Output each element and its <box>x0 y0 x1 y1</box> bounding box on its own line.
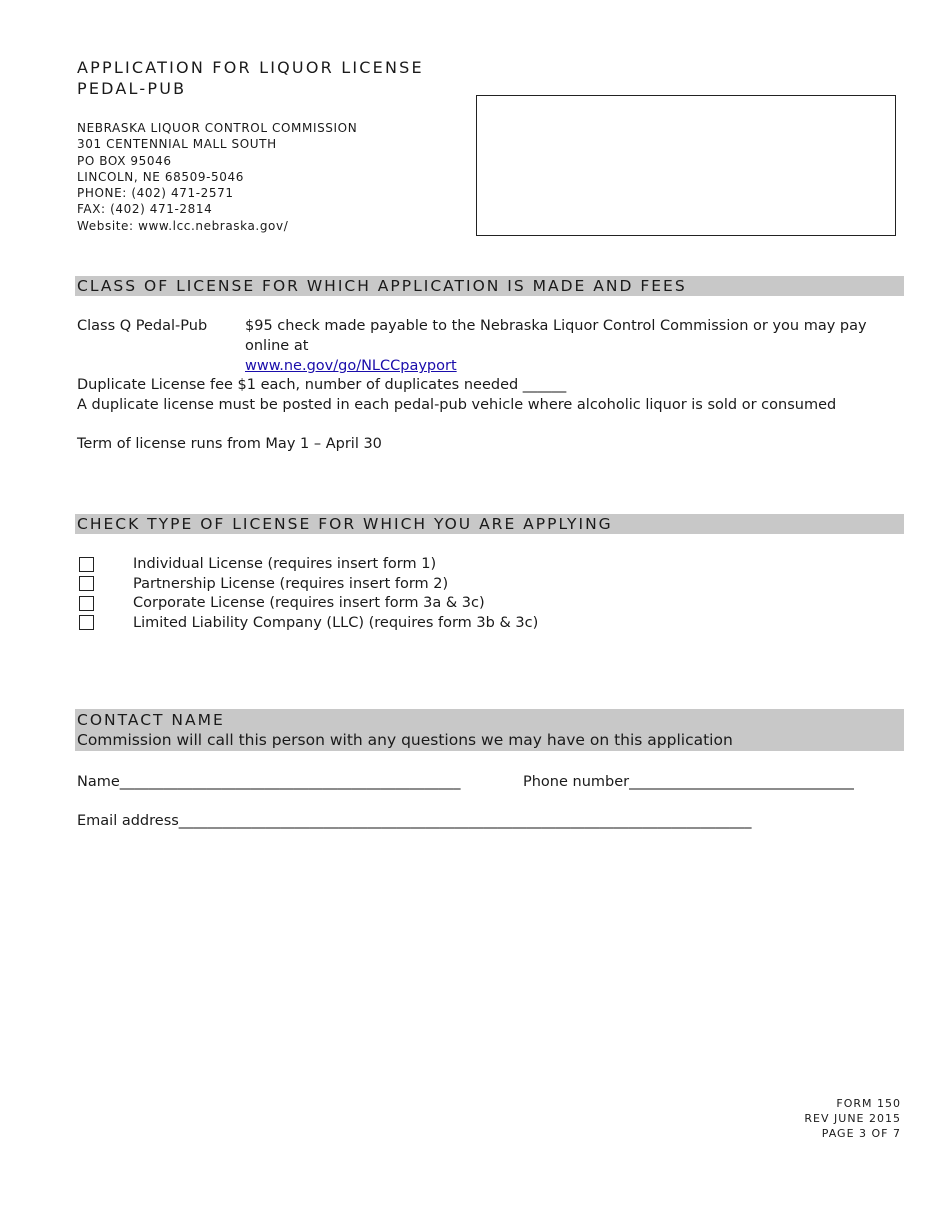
individual-license-checkbox[interactable] <box>79 557 94 572</box>
agency-street: 301 CENTENNIAL MALL SOUTH <box>77 137 277 152</box>
individual-license-label: Individual License (requires insert form 1) <box>133 556 437 572</box>
contact-name-field[interactable]: Name_______________________________________________ <box>77 774 461 790</box>
corporate-license-checkbox[interactable] <box>79 596 94 611</box>
agency-phone: PHONE: (402) 471-2571 <box>77 186 234 201</box>
agency-city: LINCOLN, NE 68509-5046 <box>77 169 244 184</box>
agency-name: NEBRASKA LIQUOR CONTROL COMMISSION <box>77 121 358 135</box>
llc-license-checkbox[interactable] <box>79 615 94 630</box>
contact-phone-field[interactable]: Phone number_______________________________ <box>523 774 854 790</box>
license-term: Term of license runs from May 1 – April 30 <box>77 436 382 452</box>
contact-section-heading <box>75 709 904 751</box>
office-use-box <box>476 95 896 236</box>
agency-fax: FAX: (402) 471-2814 <box>77 202 213 217</box>
form-number: FORM 150 <box>836 1097 901 1110</box>
form-footer <box>804 1096 901 1141</box>
agency-website: Website: www.lcc.nebraska.gov/ <box>77 218 289 233</box>
contact-email-field[interactable]: Email address_______________________________________________________________________________ <box>77 813 752 829</box>
corporate-license-label: Corporate License (requires insert form 3a & 3c) <box>133 595 485 611</box>
type-section-heading: CHECK TYPE OF LICENSE FOR WHICH YOU ARE APPLYING <box>75 514 904 534</box>
class-section-heading: CLASS OF LICENSE FOR WHICH APPLICATION IS MADE AND FEES <box>75 276 904 296</box>
form-title <box>77 57 424 99</box>
contact-heading-title: CONTACT NAME <box>77 711 225 729</box>
form-revision: REV JUNE 2015 <box>804 1112 901 1125</box>
agency-address-block <box>77 120 357 234</box>
duplicate-fee-line: Duplicate License fee $1 each, number of duplicates needed ______ <box>77 377 567 393</box>
llc-license-label: Limited Liability Company (LLC) (requires form 3b & 3c) <box>133 615 539 631</box>
fee-description <box>245 316 910 376</box>
class-label: Class Q Pedal-Pub <box>77 318 208 334</box>
page-number: PAGE 3 OF 7 <box>821 1127 901 1140</box>
partnership-license-label: Partnership License (requires insert form 2) <box>133 576 449 592</box>
title-line-1: APPLICATION FOR LIQUOR LICENSE <box>77 58 424 77</box>
contact-heading-subtitle: Commission will call this person with any questions we may have on this application <box>77 731 733 749</box>
agency-po-box: PO BOX 95046 <box>77 153 172 168</box>
partnership-license-checkbox[interactable] <box>79 576 94 591</box>
duplicate-note: A duplicate license must be posted in each pedal-pub vehicle where alcoholic liquor is sold or consumed <box>77 397 837 413</box>
payport-link[interactable]: www.ne.gov/go/NLCCpayport <box>245 358 457 374</box>
title-line-2: PEDAL-PUB <box>77 79 187 98</box>
fee-text: $95 check made payable to the Nebraska Liquor Control Commission or you may pay online at <box>245 318 867 354</box>
